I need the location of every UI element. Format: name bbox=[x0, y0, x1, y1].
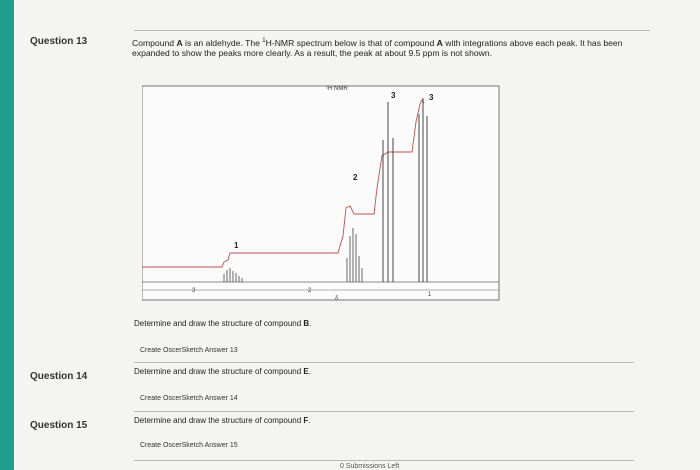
question-13-label: Question 13 bbox=[30, 36, 88, 47]
question-15-instruction: Determine and draw the structure of compound F. bbox=[134, 416, 311, 425]
question-13-divider bbox=[134, 30, 650, 31]
spectrum-frame bbox=[142, 86, 499, 300]
question-14-instruction: Determine and draw the structure of compound E. bbox=[134, 367, 311, 376]
question-13-instruction: Determine and draw the structure of compound B. bbox=[134, 319, 312, 328]
spectrum-title: ¹H NMR bbox=[326, 86, 348, 92]
integration-label-1: 1 bbox=[234, 241, 239, 250]
integration-label-2: 2 bbox=[353, 173, 358, 182]
question-13-text: Compound A is an aldehyde. The $^1$H-NMR spectrum below is that of compound A with integrations above each peak. It has been expanded to show the peaks more clearly. As a result, the peak at about 9.5 ppm is not shown. bbox=[132, 37, 623, 58]
submissions-left-text: 0 Submissions Left bbox=[340, 463, 400, 470]
bottom-divider bbox=[134, 460, 634, 461]
create-sketch-15-link[interactable]: Create OscerSketch Answer 15 bbox=[140, 442, 238, 449]
question-14-divider bbox=[134, 362, 634, 363]
axis-tick-delta: δ bbox=[335, 296, 339, 302]
axis-tick-1: 1 bbox=[428, 292, 432, 298]
question-14-label: Question 14 bbox=[30, 371, 88, 382]
question-15-divider bbox=[134, 411, 634, 412]
integration-label-3a: 3 bbox=[391, 91, 396, 100]
nmr-spectrum bbox=[142, 78, 502, 306]
integration-label-3b: 3 bbox=[429, 93, 434, 102]
create-sketch-13-link[interactable]: Create OscerSketch Answer 13 bbox=[140, 347, 238, 354]
create-sketch-14-link[interactable]: Create OscerSketch Answer 14 bbox=[140, 395, 238, 402]
quiz-page bbox=[14, 0, 700, 470]
axis-tick-2: 2 bbox=[308, 288, 312, 294]
question-15-label: Question 15 bbox=[30, 420, 88, 431]
axis-tick-3: 3 bbox=[192, 288, 196, 294]
left-accent-bar bbox=[0, 0, 14, 470]
